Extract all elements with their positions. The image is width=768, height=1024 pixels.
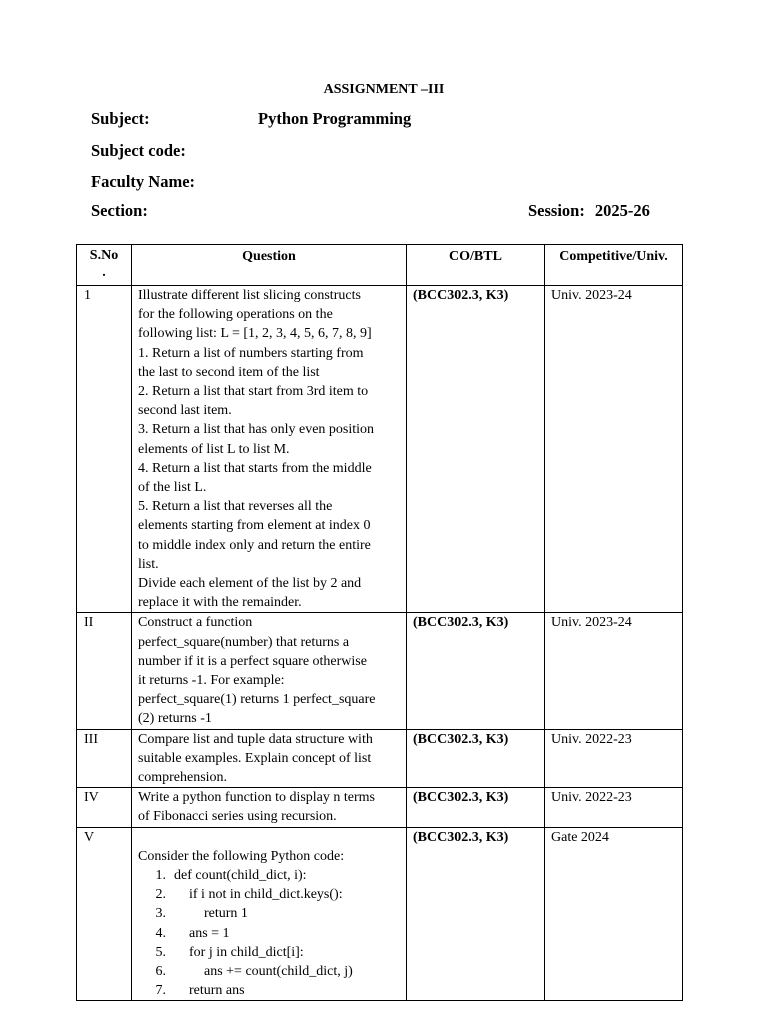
- section-label: Section:: [91, 201, 148, 220]
- question-line: following list: L = [1, 2, 3, 4, 5, 6, 7, 8, 9]: [138, 326, 372, 342]
- code-line-number: 4.: [155, 925, 166, 941]
- subject-label: Subject:: [91, 109, 150, 128]
- question-line: second last item.: [138, 403, 232, 419]
- question-line: Divide each element of the list by 2 and: [138, 576, 362, 592]
- question-line: 5. Return a list that reverses all the: [138, 499, 333, 515]
- code-line: [138, 943, 400, 962]
- question-line: perfect_square(number) that returns a: [138, 634, 350, 650]
- row-question: [132, 286, 407, 613]
- question-line: (2) returns -1: [138, 711, 212, 727]
- code-line: [138, 866, 400, 885]
- table-row: [77, 827, 683, 1001]
- assignment-title: ASSIGNMENT –III: [323, 82, 445, 97]
- question-line: the last to second item of the list: [138, 364, 320, 380]
- question-line: elements of list L to list M.: [138, 441, 290, 457]
- code-line-number: 6.: [155, 963, 166, 979]
- row-co-btl: (BCC302.3, K3): [407, 788, 545, 827]
- code-line: [138, 885, 400, 904]
- row-sno: IV: [77, 788, 132, 827]
- row-competitive: Univ. 2022-23: [545, 729, 683, 788]
- row-competitive: Univ. 2023-24: [545, 613, 683, 729]
- row-sno: V: [77, 827, 132, 1001]
- subject-value: Python Programming: [258, 109, 412, 128]
- session: [528, 201, 650, 221]
- header-sno-dot: .: [102, 265, 106, 280]
- table-row: [77, 729, 683, 788]
- header-sno: [77, 245, 132, 286]
- header-question: Question: [132, 245, 407, 286]
- session-value: 2025-26: [594, 201, 650, 220]
- code-line-text: def count(child_dict, i):: [174, 867, 307, 883]
- code-line: [138, 962, 400, 981]
- question-line: 1. Return a list of numbers starting from: [138, 345, 364, 361]
- row-sno: II: [77, 613, 132, 729]
- code-line: [138, 924, 400, 943]
- row-co-btl: (BCC302.3, K3): [407, 286, 545, 613]
- assignment-table: [76, 244, 683, 1001]
- row-co-btl: (BCC302.3, K3): [407, 613, 545, 729]
- code-line-number: 2.: [155, 887, 166, 903]
- question-line: 3. Return a list that has only even position: [138, 422, 375, 438]
- question-line: list.: [138, 556, 159, 572]
- question-line: number if it is a perfect square otherwise: [138, 653, 367, 669]
- question-line: suitable examples. Explain concept of list: [138, 750, 372, 766]
- session-label: Session:: [528, 201, 585, 220]
- code-line: [138, 904, 400, 923]
- code-line-number: 7.: [155, 983, 166, 999]
- code-line-number: 1.: [155, 867, 166, 883]
- question-line: to middle index only and return the entire: [138, 537, 371, 553]
- row-co-btl: (BCC302.3, K3): [407, 827, 545, 1001]
- question-line: elements starting from element at index 0: [138, 518, 371, 534]
- question-line: for the following operations on the: [138, 307, 333, 323]
- row-competitive: Gate 2024: [545, 827, 683, 1001]
- row-competitive: Univ. 2022-23: [545, 788, 683, 827]
- row-sno: III: [77, 729, 132, 788]
- faculty-name-label: Faculty Name:: [91, 172, 196, 191]
- question-line: 2. Return a list that start from 3rd item to: [138, 384, 369, 400]
- row-sno: 1: [77, 286, 132, 613]
- row-question: [132, 613, 407, 729]
- table-row: [77, 286, 683, 613]
- header-competitive: Competitive/Univ.: [545, 245, 683, 286]
- question-line: of Fibonacci series using recursion.: [138, 809, 337, 825]
- code-listing: [138, 866, 400, 1000]
- row-question: [132, 827, 407, 1001]
- code-line-number: 3.: [155, 906, 166, 922]
- code-line-text: return ans: [189, 983, 245, 999]
- question-line: Illustrate different list slicing constructs: [138, 288, 361, 303]
- row-question: [132, 788, 407, 827]
- table-row: [77, 613, 683, 729]
- question-intro: Consider the following Python code:: [138, 848, 345, 864]
- question-line: comprehension.: [138, 770, 228, 786]
- code-line-text: ans += count(child_dict, j): [204, 963, 353, 979]
- question-line: of the list L.: [138, 480, 207, 496]
- code-line: [138, 981, 400, 1000]
- subject-code-label: Subject code:: [91, 141, 186, 160]
- code-line-text: if i not in child_dict.keys():: [189, 887, 343, 903]
- header-co-btl: CO/BTL: [407, 245, 545, 286]
- table-header-row: [77, 245, 683, 286]
- question-line: Construct a function: [138, 615, 253, 631]
- table-row: [77, 788, 683, 827]
- question-line: perfect_square(1) returns 1 perfect_square: [138, 692, 376, 708]
- row-co-btl: (BCC302.3, K3): [407, 729, 545, 788]
- row-competitive: Univ. 2023-24: [545, 286, 683, 613]
- question-line: 4. Return a list that starts from the middle: [138, 460, 372, 476]
- question-line: Write a python function to display n terms: [138, 790, 376, 806]
- code-line-text: return 1: [204, 906, 248, 922]
- question-line: it returns -1. For example:: [138, 673, 285, 689]
- code-line-text: ans = 1: [189, 925, 230, 941]
- header-sno-text: S.No: [89, 248, 119, 263]
- row-question: [132, 729, 407, 788]
- code-line-text: for j in child_dict[i]:: [189, 944, 304, 960]
- question-line: replace it with the remainder.: [138, 595, 302, 611]
- question-line: Compare list and tuple data structure with: [138, 731, 373, 747]
- code-line-number: 5.: [155, 944, 166, 960]
